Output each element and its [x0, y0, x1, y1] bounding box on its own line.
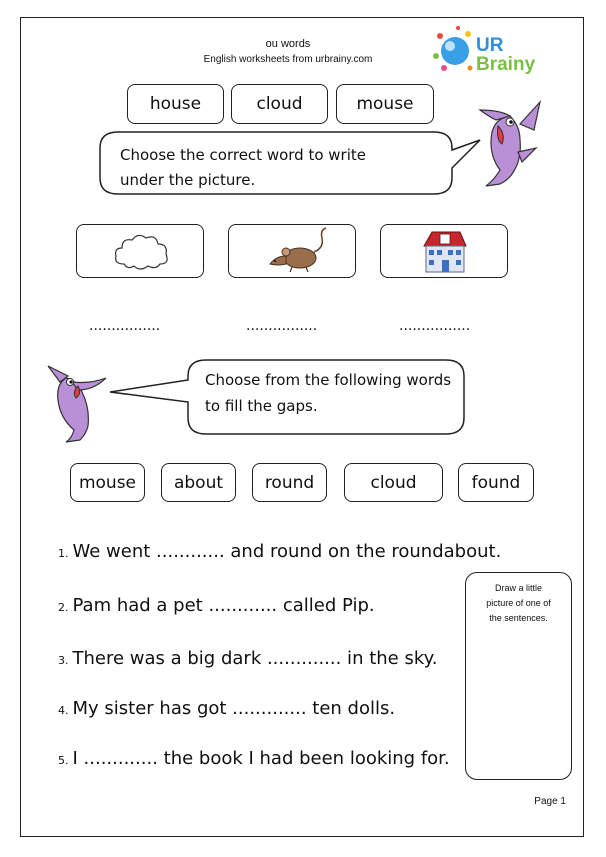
bubble-2-line-1: Choose from the following words — [205, 371, 452, 389]
sentence-4 — [58, 698, 395, 719]
answer-line-1[interactable]: ................ — [89, 318, 161, 334]
mouse-icon — [262, 226, 332, 274]
drawing-area-instructions — [470, 581, 567, 626]
word-box-mouse-2: mouse — [70, 463, 145, 502]
answer-line-3[interactable]: ................ — [399, 318, 471, 334]
answer-line-2[interactable]: ................ — [246, 318, 318, 334]
worksheet-subtitle: English worksheets from urbrainy.com — [203, 54, 373, 65]
house-icon — [420, 228, 468, 274]
word-box-round: round — [252, 463, 327, 502]
cloud-icon — [112, 230, 170, 272]
bubble-1-line-2: under the picture. — [120, 171, 256, 189]
word-box-cloud: cloud — [231, 84, 328, 124]
sentence-text: We went ............ and round on the roundabout. — [72, 541, 502, 562]
logo-text-ur: UR — [476, 35, 504, 56]
sentence-1 — [58, 541, 501, 562]
word-box-found: found — [458, 463, 534, 502]
word-box-house: house — [127, 84, 224, 124]
sentence-number: 3. — [58, 654, 69, 667]
word-box-about: about — [161, 463, 236, 502]
page-number: Page 1 — [534, 796, 566, 807]
bubble-2-line-2: to fill the gaps. — [205, 397, 318, 415]
sentence-text: I ............. the book I had been looking for. — [72, 748, 450, 769]
word-box-cloud-2: cloud — [344, 463, 443, 502]
bubble-1-line-1: Choose the correct word to write — [120, 146, 366, 164]
sentence-5 — [58, 748, 450, 769]
draw-instruction-line-1: Draw a little — [494, 583, 542, 593]
sentence-text: My sister has got ............. ten dolls. — [72, 698, 396, 719]
sentence-number: 2. — [58, 601, 69, 614]
worksheet-title: ou words — [265, 38, 311, 50]
sentence-2 — [58, 595, 375, 616]
sentence-text: There was a big dark ............. in the sky. — [72, 648, 438, 669]
draw-instruction-line-2: picture of one of — [486, 598, 551, 608]
urbrainy-logo — [428, 24, 546, 80]
sentence-number: 1. — [58, 547, 69, 560]
sentence-3 — [58, 648, 437, 669]
sentence-text: Pam had a pet ............ called Pip. — [72, 595, 375, 616]
fish-mascot-icon — [470, 96, 546, 192]
word-box-mouse: mouse — [336, 84, 434, 124]
logo-text-brainy: Brainy — [476, 54, 536, 75]
draw-instruction-line-3: the sentences. — [489, 613, 548, 623]
sentence-number: 4. — [58, 704, 69, 717]
fish-mascot-2-icon — [44, 362, 110, 444]
sentence-number: 5. — [58, 754, 69, 767]
